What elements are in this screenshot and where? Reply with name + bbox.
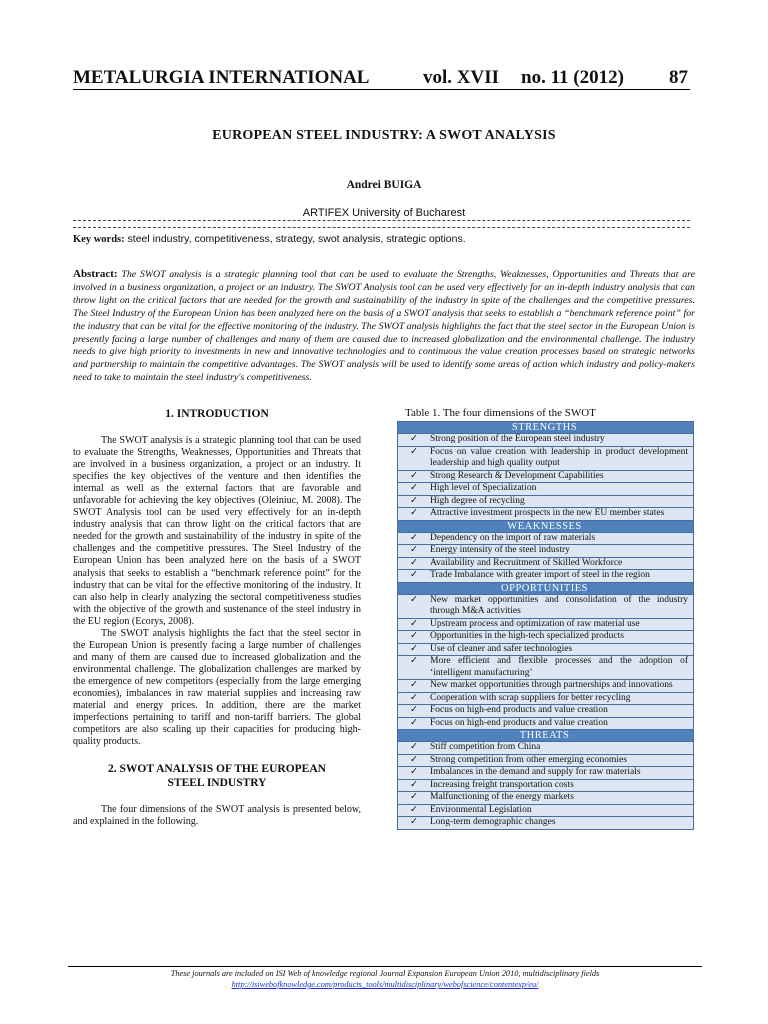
checkmark-icon: ✓ <box>410 545 418 555</box>
weakness-row <box>398 570 694 583</box>
opportunity-row <box>398 594 694 618</box>
opportunity-item-text: Opportunities in the high-tech specialized products <box>430 631 624 641</box>
opportunity-category-header: OPPORTUNITIES <box>398 582 694 594</box>
strength-row <box>398 495 694 508</box>
strength-row <box>398 470 694 483</box>
opportunity-item-text: Use of cleaner and safer technologies <box>430 643 573 654</box>
keywords <box>73 233 690 245</box>
checkmark-icon: ✓ <box>410 767 418 777</box>
left-column <box>73 407 361 828</box>
checkmark-icon: ✓ <box>410 779 418 790</box>
checkmark-icon: ✓ <box>410 742 418 752</box>
affiliation: ARTIFEX University of Bucharest <box>302 207 466 219</box>
opportunity-item-text: New market opportunities through partnerships and innovations <box>430 680 673 690</box>
journal-name: METALURGIA INTERNATIONAL <box>73 67 370 88</box>
opportunity-item-text: Upstream process and optimization of raw material use <box>430 618 640 629</box>
opportunity-row <box>398 656 694 680</box>
intro-paragraph-2: The SWOT analysis highlights the fact that the steel sector in the European Union is presently facing a large number of challenges and many of them are caused due to increased globalization and the environmental challenge. The globalization challenges are marked by the emergence of new competitors (especially from the large emerging economies), imbalances in raw material supplies and increasing raw material and energy prices. In addition, there are the market imperfections pertaining to tariff and non-tariff barriers. The global competitors are also scaling up their capacities for producing high-quality products. <box>73 627 361 748</box>
checkmark-icon: ✓ <box>410 495 418 506</box>
checkmark-icon: ✓ <box>410 656 418 666</box>
strength-item-text: High degree of recycling <box>430 495 525 506</box>
checkmark-icon: ✓ <box>410 483 418 493</box>
threat-item-text: Increasing freight transportation costs <box>430 779 574 790</box>
checkmark-icon: ✓ <box>410 680 418 690</box>
footer-rule <box>68 966 702 967</box>
checkmark-icon: ✓ <box>410 446 418 457</box>
weakness-item-text: Energy intensity of the steel industry <box>430 545 570 555</box>
weakness-row <box>398 532 694 545</box>
separator-rule <box>73 220 690 228</box>
strength-item-text: Strong Research & Development Capabilities <box>430 470 604 481</box>
opportunity-row <box>398 618 694 631</box>
checkmark-icon: ✓ <box>410 643 418 654</box>
checkmark-icon: ✓ <box>410 705 418 715</box>
strength-row <box>398 446 694 470</box>
strength-item-text: Focus on value creation with leadership in product development leadership and high quality output <box>430 446 688 468</box>
checkmark-icon: ✓ <box>410 570 418 580</box>
checkmark-icon: ✓ <box>410 692 418 703</box>
threat-item-text: Stiff competition from China <box>430 742 541 752</box>
section-heading-swot <box>73 762 361 790</box>
journal-issue: no. 11 (2012) <box>521 67 624 88</box>
opportunity-row <box>398 717 694 730</box>
opportunity-row <box>398 680 694 693</box>
strength-item-text: Attractive investment prospects in the new EU member states <box>430 508 665 518</box>
abstract <box>73 268 695 385</box>
opportunity-row <box>398 705 694 718</box>
footer <box>68 968 702 990</box>
checkmark-icon: ✓ <box>410 618 418 629</box>
section-heading-swot-line1: 2. SWOT ANALYSIS OF THE EUROPEAN <box>108 763 326 776</box>
strength-row <box>398 483 694 496</box>
threat-item-text: Strong competition from other emerging economies <box>430 754 627 765</box>
threat-category-header: THREATS <box>398 730 694 742</box>
checkmark-icon: ✓ <box>410 557 418 568</box>
weakness-item-text: Dependency on the import of raw materials <box>430 532 596 543</box>
checkmark-icon: ✓ <box>410 804 418 815</box>
abstract-text: The SWOT analysis is a strategic planning tool that can be used to evaluate the Strengths, Weaknesses, Opportunities and Threats that are involved in a business organization, a project or an industry. The SWOT Analysis tool can be used very effectively for an in-depth industry analysis that can throw light on the critical factors that are needed for the growth and sustainability of the industry in spite of the challenges and the competitive pressures. The Steel Industry of the European Union has been analyzed here on the basis of a SWOT analysis that seeks to establish a “benchmark reference point” for the industry that can be vital for the effective monitoring of the industry. The SWOT analysis highlights the fact that the steel sector in the European Union is presently facing a large number of challenges and many of them are caused due to increased globalization and the environmental challenge. The industry needs to give high priority to investments in new and innovative technologies and to continuous the value creation processes based on strategic networks and partnership to maintain the competitive advantages. The SWOT analysis will be used to identify some areas of action which industry and policy-makers need to take to maintain the steel industry's competitiveness. <box>73 269 696 384</box>
opportunity-item-text: Focus on high-end products and value creation <box>430 717 608 728</box>
checkmark-icon: ✓ <box>410 792 418 802</box>
threat-row <box>398 779 694 792</box>
journal-header <box>73 67 690 90</box>
section-heading-swot-line2: STEEL INDUSTRY <box>167 777 267 790</box>
abstract-label: Abstract: <box>73 268 118 280</box>
threat-item-text: Environmental Legislation <box>430 804 532 815</box>
checkmark-icon: ✓ <box>410 717 418 728</box>
opportunity-item-text: Cooperation with scrap suppliers for better recycling <box>430 692 631 703</box>
threat-row <box>398 742 694 755</box>
swot-paragraph-1: The four dimensions of the SWOT analysis is presented below, and explained in the following. <box>73 804 361 828</box>
footer-note: These journals are included on ISI Web of knowledge regional Journal Expansion European Union 2010, multidisciplinary fields <box>170 969 600 978</box>
opportunity-item-text: More efficient and flexible processes and the adoption of ‘intelligent manufacturing’ <box>430 656 688 678</box>
checkmark-icon: ✓ <box>410 754 418 765</box>
checkmark-icon: ✓ <box>410 532 418 543</box>
opportunity-row <box>398 643 694 656</box>
threat-row <box>398 817 694 830</box>
checkmark-icon: ✓ <box>410 631 418 641</box>
weakness-item-text: Trade Imbalance with greater import of steel in the region <box>430 570 650 580</box>
strength-item-text: Strong position of the European steel industry <box>430 434 605 444</box>
threat-row <box>398 767 694 780</box>
strength-row <box>398 508 694 521</box>
checkmark-icon: ✓ <box>410 434 418 444</box>
opportunity-item-text: Focus on high-end products and value creation <box>430 705 608 715</box>
page-number: 87 <box>669 67 688 88</box>
swot-table <box>397 421 694 830</box>
opportunity-item-text: New market opportunities and consolidation of the industry through M&A activities <box>430 594 688 616</box>
footer-link[interactable]: http://isiwebofknowledge.com/products_tools/multidisciplinary/webofscience/contentexp/eu/ <box>231 980 539 989</box>
checkmark-icon: ✓ <box>410 594 418 605</box>
intro-paragraph-1: The SWOT analysis is a strategic planning tool that can be used to evaluate the Strengths, Weaknesses, Opportunities and Threats that are involved in a business organization, a project or an industry. It specifies the key objectives of the venture and then identifies the internal as well as the external factors that are favorable and unfavorable for achieving the key objectives (Oleiniuc, M. 2008). The SWOT Analysis tool can be used very effectively for an in-depth industry analysis that can throw light on the critical factors that are needed for the growth and sustainability of the industry in spite of the challenges and the competitive pressures. The Steel Industry of the European Union has been analyzed here on the basis of a SWOT analysis that seeks to establish a “benchmark reference point” for the industry that can be vital for the effective monitoring of the industry. It can also help in clearly analyzing the sectoral competitiveness studies with the objective of the growth and sustenance of the steel industry in the EU region (Ecorys, 2008). <box>73 435 361 627</box>
strength-row <box>398 434 694 447</box>
threat-item-text: Imbalances in the demand and supply for raw materials <box>430 767 641 777</box>
strength-category-header: STRENGTHS <box>398 422 694 434</box>
threat-row <box>398 754 694 767</box>
weakness-item-text: Availability and Recruitment of Skilled Workforce <box>430 557 623 568</box>
journal-volume: vol. XVII <box>423 67 500 88</box>
section-heading-introduction: 1. INTRODUCTION <box>165 408 269 420</box>
threat-item-text: Malfunctioning of the energy markets <box>430 792 574 802</box>
paper-title: EUROPEAN STEEL INDUSTRY: A SWOT ANALYSIS <box>212 128 556 143</box>
author-name: Andrei BUIGA <box>346 179 422 191</box>
opportunity-row <box>398 692 694 705</box>
keywords-text: steel industry, competitiveness, strategy, swot analysis, strategic options. <box>127 233 466 245</box>
weakness-row <box>398 557 694 570</box>
table-caption: Table 1. The four dimensions of the SWOT <box>405 407 596 419</box>
strength-item-text: High level of Specialization <box>430 483 537 493</box>
threat-item-text: Long-term demographic changes <box>430 817 556 827</box>
checkmark-icon: ✓ <box>410 817 418 827</box>
checkmark-icon: ✓ <box>410 508 418 518</box>
weakness-row <box>398 545 694 558</box>
threat-row <box>398 804 694 817</box>
weakness-category-header: WEAKNESSES <box>398 520 694 532</box>
threat-row <box>398 792 694 805</box>
checkmark-icon: ✓ <box>410 470 418 481</box>
opportunity-row <box>398 631 694 644</box>
keywords-label: Key words: <box>73 234 125 245</box>
